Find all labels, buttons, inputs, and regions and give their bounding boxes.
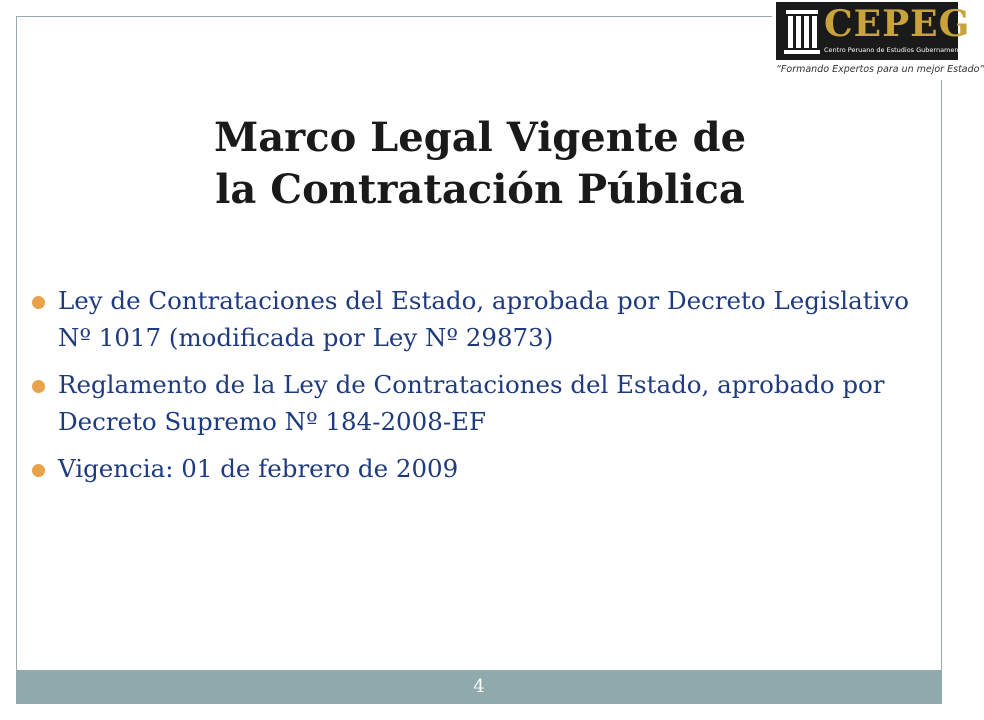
bullet-text: Vigencia: 01 de febrero de 2009 <box>58 454 459 483</box>
logo-tagline: “Formando Expertos para un mejor Estado” <box>776 64 984 75</box>
logo-badge <box>776 2 975 60</box>
logo-subtitle: Centro Peruano de Estudios Gubernamentales <box>824 46 975 54</box>
footer-bar <box>16 670 942 704</box>
columns-icon <box>784 10 820 54</box>
bullet-dot-icon <box>32 464 45 477</box>
bullet-item <box>30 450 920 487</box>
bullet-text: Reglamento de la Ley de Contrataciones del Estado, aprobado por Decreto Supremo Nº 184-2008-EF <box>58 370 885 436</box>
bullet-item <box>30 282 920 356</box>
logo-wordmark: CEPEG <box>824 3 971 45</box>
title-line-1: Marco Legal Vigente de <box>213 114 747 161</box>
page-number: 4 <box>473 676 485 697</box>
bullet-list <box>30 282 920 497</box>
bullet-dot-icon <box>32 296 45 309</box>
title-line-2: la Contratación Pública <box>215 166 745 213</box>
bullet-item <box>30 366 920 440</box>
slide-title <box>60 112 900 216</box>
bullet-text: Ley de Contrataciones del Estado, aprobada por Decreto Legislativo Nº 1017 (modificada por Ley Nº 29873) <box>58 286 910 352</box>
cepeg-logo <box>772 0 984 80</box>
bullet-dot-icon <box>32 380 45 393</box>
